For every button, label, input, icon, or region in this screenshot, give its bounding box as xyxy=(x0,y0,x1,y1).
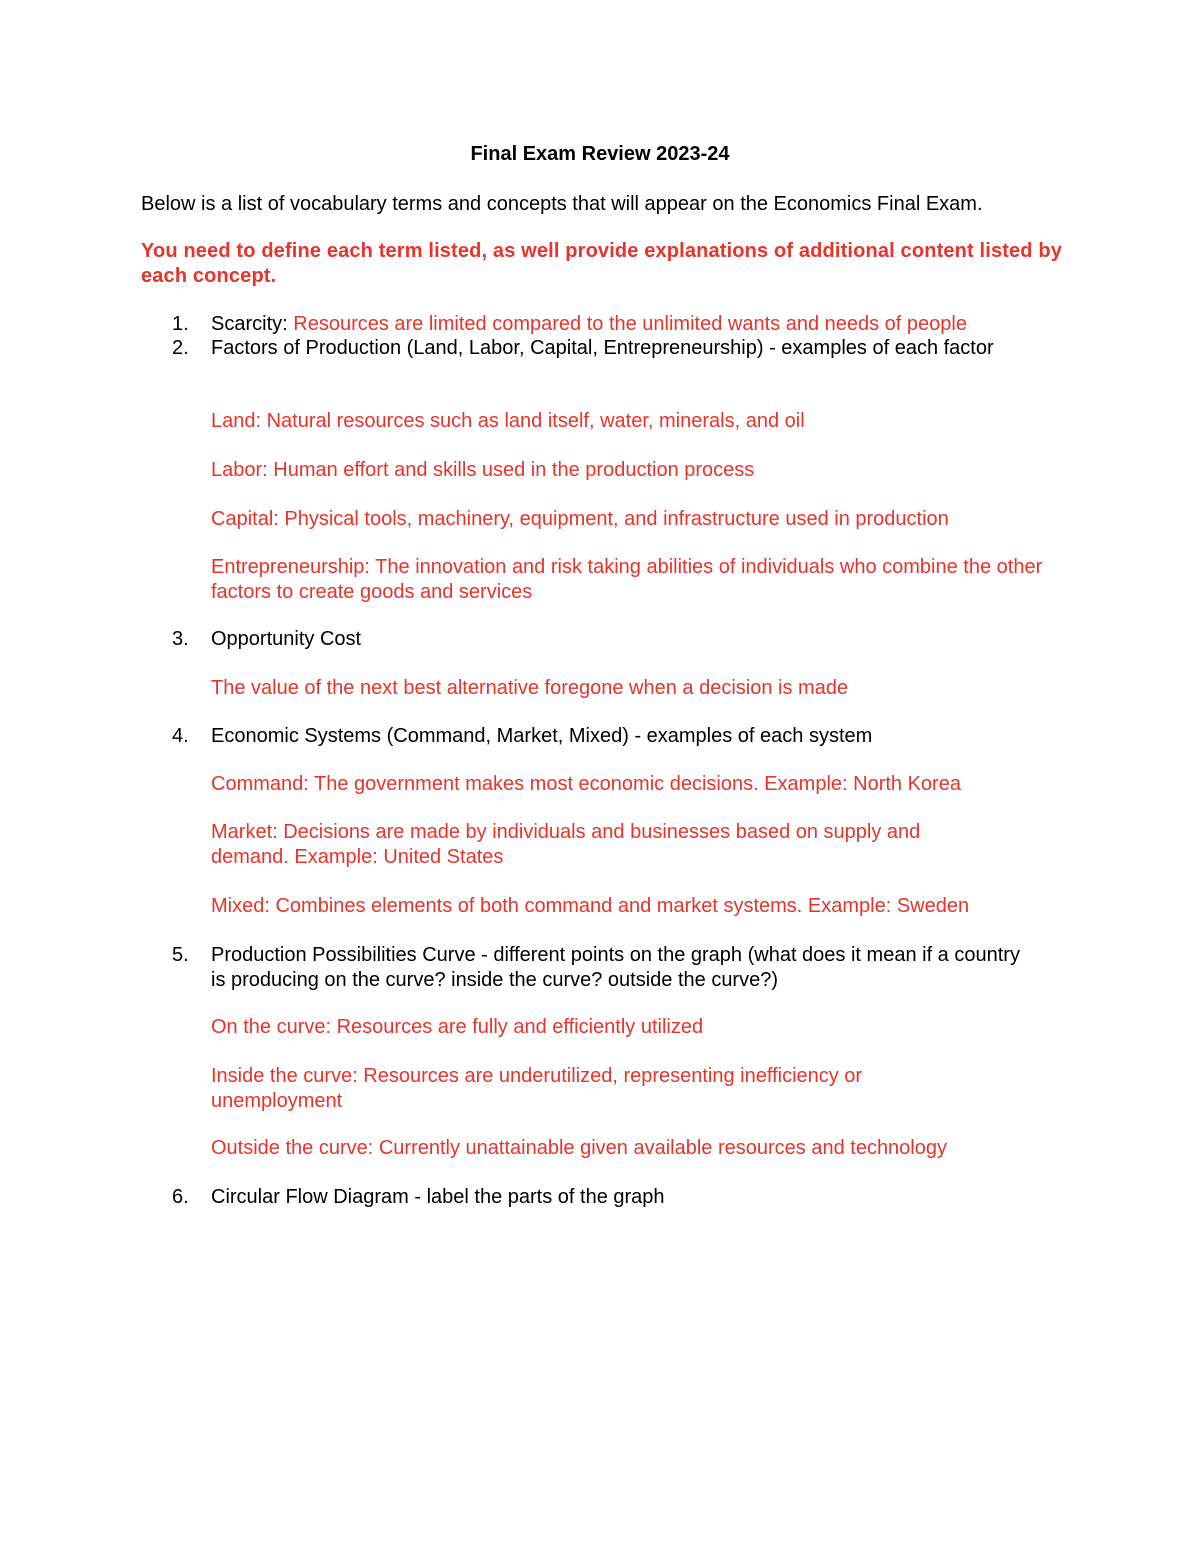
item-term: Factors of Production (Land, Labor, Capital, Entrepreneurship) - examples of each factor xyxy=(211,337,994,359)
item-number: 4. xyxy=(172,725,189,747)
term-definition: Resources are limited compared to the unlimited wants and needs of people xyxy=(293,313,967,335)
answer-command: Command: The government makes most economic decisions. Example: North Korea xyxy=(211,773,961,795)
item-number: 2. xyxy=(172,337,189,359)
answer-opportunity-cost: The value of the next best alternative foregone when a decision is made xyxy=(211,677,849,699)
item-term xyxy=(211,312,1071,337)
item-term: Production Possibilities Curve - different points on the graph (what does it mean if a country is producing on the curve? inside the curve? outside the curve?) xyxy=(211,944,1020,991)
item-number: 5. xyxy=(172,944,189,966)
answer-market: Market: Decisions are made by individuals and businesses based on supply and demand. Example: United States xyxy=(211,821,921,868)
instruction-text: You need to define each term listed, as well provide explanations of additional content listed by each concept. xyxy=(141,240,1063,287)
item-number: 3. xyxy=(172,628,189,650)
term-label: Scarcity: xyxy=(211,313,294,335)
answer-outside-the-curve: Outside the curve: Currently unattainable given available resources and technology xyxy=(211,1137,947,1159)
answer-on-the-curve: On the curve: Resources are fully and efficiently utilized xyxy=(211,1016,704,1038)
answer-land: Land: Natural resources such as land itself, water, minerals, and oil xyxy=(211,410,805,432)
answer-entrepreneurship: Entrepreneurship: The innovation and risk taking abilities of individuals who combine the other factors to create goods and services xyxy=(211,556,1043,603)
intro-text: Below is a list of vocabulary terms and concepts that will appear on the Economics Final Exam. xyxy=(141,193,983,215)
item-term: Economic Systems (Command, Market, Mixed) - examples of each system xyxy=(211,725,873,747)
document-title: Final Exam Review 2023-24 xyxy=(470,143,730,165)
answer-capital: Capital: Physical tools, machinery, equipment, and infrastructure used in production xyxy=(211,508,949,530)
item-term: Opportunity Cost xyxy=(211,628,362,650)
answer-inside-the-curve: Inside the curve: Resources are underutilized, representing inefficiency or unemployment xyxy=(211,1065,863,1112)
item-number: 6. xyxy=(172,1186,189,1208)
item-term: Circular Flow Diagram - label the parts of the graph xyxy=(211,1186,665,1208)
item-number: 1. xyxy=(172,313,189,335)
answer-labor: Labor: Human effort and skills used in the production process xyxy=(211,459,755,481)
answer-mixed: Mixed: Combines elements of both command and market systems. Example: Sweden xyxy=(211,895,970,917)
